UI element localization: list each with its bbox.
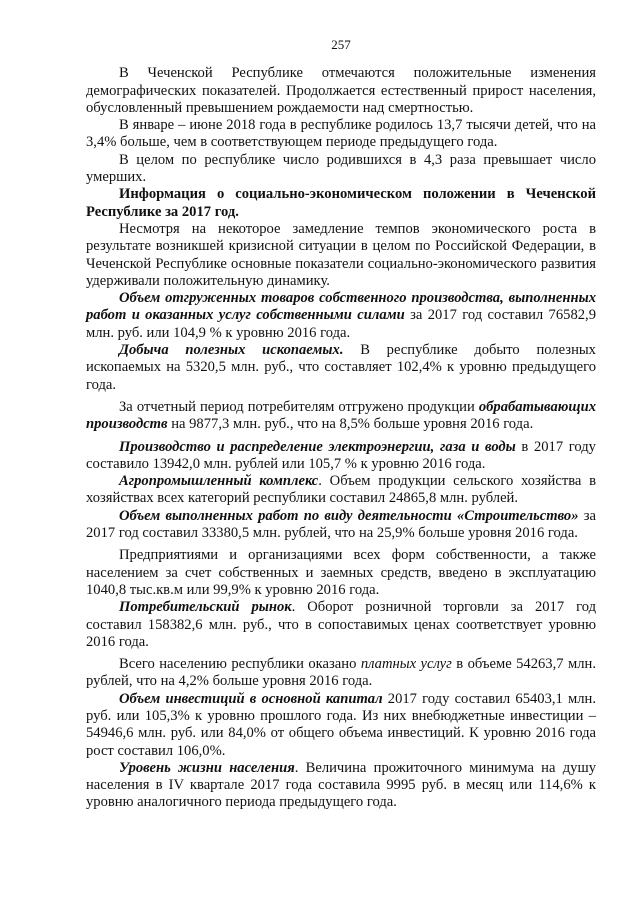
paragraph-housing: Предприятиями и организациями всех форм собственности, а также населением за счет собственных и заемных средств, введено в эксплуатацию 1040,8 тыс.кв.м или 99,9% к уровню 2016 года.: [86, 547, 596, 598]
paragraph-retail: [86, 599, 596, 651]
text-retail: . Оборот розничной торговли за 2017 год составил 158382,6 млн. руб., что в сопоставимых ценах соответствует уровню 2016 года.: [86, 599, 597, 650]
text-shipped-goods: за 2017 год составил 76582,9 млн. руб. или 104,9 % к уровню 2016 года.: [86, 307, 596, 341]
paragraph-economic-growth: Несмотря на некоторое замедление темпов экономического роста в результате возникшей кризисной ситуации в целом по Российской Федерации, в Чеченской Республике основные показатели социально-экономического развития удерживали положительную динамику.: [86, 220, 596, 289]
term-manufacturing: обрабатывающих производств: [86, 398, 596, 433]
term-investment: Объем инвестиций в основной капитал: [119, 690, 383, 707]
text-mining: В республике добыто полезных ископаемых на 5320,5 млн. руб., что составляет 102,4% к уровню предыдущего года.: [86, 342, 596, 393]
paragraph-investment: [86, 691, 596, 760]
paragraph-demography: В Чеченской Республике отмечаются положительные изменения демографических показателей. Продолжается естественный прирост населения, обусловленный превышением рождаемости над смертностью.: [86, 65, 596, 116]
term-agro: Агропромышленный комплекс: [119, 473, 319, 490]
paragraph-living-standard: [86, 760, 596, 812]
term-mining: Добыча полезных ископаемых.: [119, 342, 344, 359]
text-construction: за 2017 год составил 33380,5 млн. рублей, что на 25,9% больше уровня 2016 года.: [86, 507, 596, 542]
term-retail: Потребительский рынок: [119, 599, 292, 616]
text-utilities: в 2017 году составило 13942,0 млн. рублей или 105,7 % к уровню 2016 года.: [86, 438, 596, 472]
paragraph-mining: [86, 342, 596, 394]
text-paid-services-after: в объеме 54263,7 млн. рублей, что на 4,2% больше уровня 2016 года.: [86, 656, 596, 690]
paragraph-utilities: [86, 439, 596, 474]
text-investment: 2017 году составил 65403,1 млн. руб. или 105,3% к уровню прошлого года. Из них внебюджетные инвестиции – 54946,6 млн. руб. или 84,0% от общего объема инвестиций. К уровню 2016 года рост составил 106,0%.: [86, 690, 596, 759]
text-manufacturing-before: За отчетный период потребителям отгружено продукции: [119, 398, 479, 415]
term-shipped-goods: Объем отгруженных товаров собственного производства, выполненных работ и оказанных услуг собственными силами: [86, 290, 596, 324]
text-living-standard: . Величина прожиточного минимума на душу населения в IV квартале 2017 года составила 9995 руб. в месяц или 114,6% к уровню аналогичного периода предыдущего года.: [86, 759, 596, 811]
term-paid-services: платных услуг: [360, 656, 452, 673]
term-utilities: Производство и распределение электроэнергии, газа и воды: [119, 438, 516, 455]
paragraph-births: В январе – июне 2018 года в республике родилось 13,7 тысячи детей, что на 3,4% больше, чем в соответствующем периоде предыдущего года.: [86, 117, 596, 151]
page-number: 257: [331, 37, 351, 52]
term-construction: Объем выполненных работ по виду деятельности «Строительство»: [119, 507, 579, 524]
paragraph-birth-ratio: В целом по республике число родившихся в 4,3 раза превышает число умерших.: [86, 151, 596, 186]
paragraph-manufacturing: [86, 399, 596, 434]
term-living-standard: Уровень жизни населения: [119, 759, 295, 776]
text-agro: . Объем продукции сельского хозяйства в хозяйствах всех категорий республики составил 24865,8 млн. рублей.: [86, 473, 596, 507]
paragraph-agro: [86, 473, 596, 508]
paragraph-shipped-goods: [86, 290, 596, 342]
paragraph-paid-services: [86, 656, 596, 691]
text-manufacturing-after: на 9877,3 млн. руб., что на 8,5% больше уровня 2016 года.: [167, 416, 534, 433]
paragraph-construction: [86, 508, 596, 543]
section-heading: Информация о социально-экономическом положении в Чеченской Республике за 2017 год.: [86, 186, 596, 220]
text-paid-services-before: Всего населению республики оказано: [119, 656, 361, 673]
document-page: [86, 36, 596, 812]
